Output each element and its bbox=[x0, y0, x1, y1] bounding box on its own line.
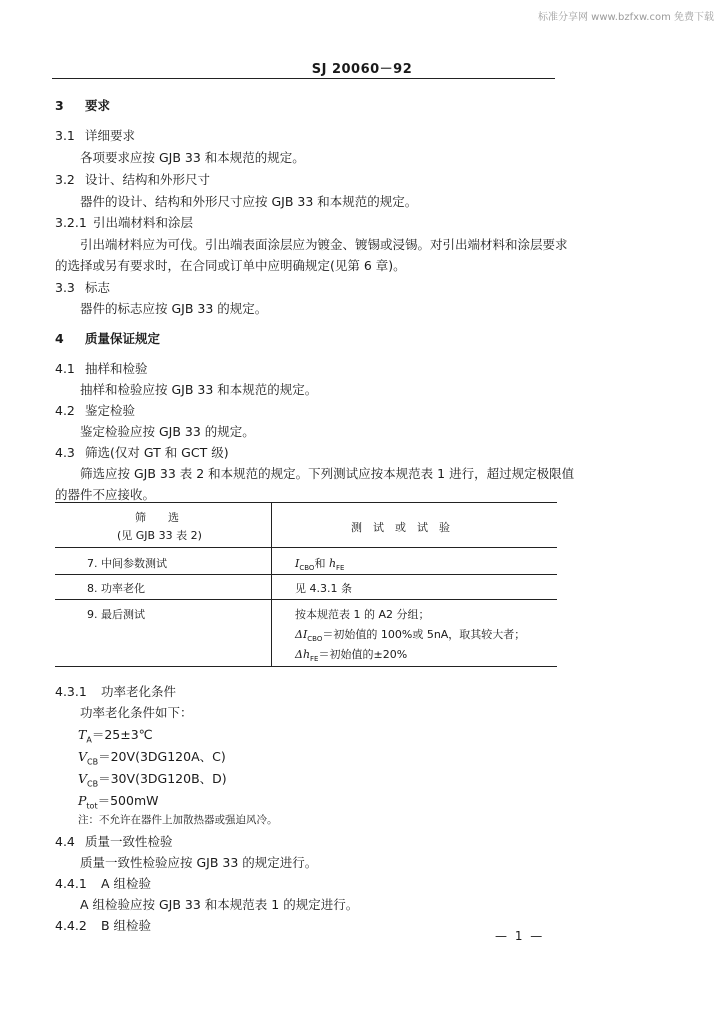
table-head-screen: 筛 选 bbox=[135, 511, 179, 524]
section-4-3-heading: 4.3 筛选(仅对 GT 和 GCT 级) bbox=[55, 445, 229, 460]
condition-vcb-1: $V_{CB}=20V(3DG120A$、C) bbox=[78, 749, 226, 767]
watermark: 标准分享网 www.bzfxw.com 免费下载 bbox=[538, 12, 714, 23]
section-4-3-body-1: 筛选应按 GJB 33 表 2 和本规范的规定。下列测试应按本规范表 1 进行，超过规定极限值 bbox=[80, 466, 575, 481]
section-4-4-body: 质量一致性检验应按 GJB 33 的规定进行。 bbox=[80, 855, 318, 870]
section-4-4-2-heading: 4.4.2 B 组检验 bbox=[55, 918, 152, 933]
section-3-3-body: 器件的标志应按 GJB 33 的规定。 bbox=[80, 301, 268, 316]
section-4-4-1-heading: 4.4.1 A 组检验 bbox=[55, 876, 152, 891]
section-3-3-heading: 3.3 标志 bbox=[55, 280, 111, 295]
table-row-9-test-1: 按本规范表 1 的 A2 分组； bbox=[295, 608, 430, 621]
section-3-1-heading: 3.1 详细要求 bbox=[55, 128, 136, 143]
table-row-9-screen: 9. 最后测试 bbox=[87, 608, 145, 621]
section-3-2-1-body-2: 的选择或另有要求时，在合同或订单中应明确规定(见第 6 章)。 bbox=[55, 258, 406, 273]
condition-note: 注：不允许在器件上加散热器或强迫风冷。 bbox=[78, 814, 278, 826]
header-rule bbox=[52, 78, 555, 79]
section-4-1-body: 抽样和检验应按 GJB 33 和本规范的规定。 bbox=[80, 382, 318, 397]
table-row-9-test-2: $\Delta I_{CBO}=$初始值的 100%或 5nA，取其较大者； bbox=[295, 628, 526, 644]
table-row-7-test: $I_{CBO}$和 $h_{FE}$ bbox=[295, 557, 345, 573]
section-3-1-body: 各项要求应按 GJB 33 和本规范的规定。 bbox=[80, 150, 305, 165]
section-3-2-1-heading: 3.2.1 引出端材料和涂层 bbox=[55, 215, 194, 230]
section-4-4-heading: 4.4 质量一致性检验 bbox=[55, 834, 173, 849]
section-3-2-body: 器件的设计、结构和外形尺寸应按 GJB 33 和本规范的规定。 bbox=[80, 194, 418, 209]
table-row-8-test: 见 4.3.1 条 bbox=[295, 582, 352, 595]
doc-number: SJ 20060－92 bbox=[311, 62, 413, 77]
section-4-3-1-heading: 4.3.1 功率老化条件 bbox=[55, 684, 177, 699]
section-3-heading: 3 要求 bbox=[55, 98, 111, 113]
section-4-2-body: 鉴定检验应按 GJB 33 的规定。 bbox=[80, 424, 255, 439]
section-4-2-heading: 4.2 鉴定检验 bbox=[55, 403, 136, 418]
table-row-8-screen: 8. 功率老化 bbox=[87, 582, 145, 595]
section-4-3-1-body: 功率老化条件如下： bbox=[80, 705, 193, 720]
table-row-9-test-3: $\Delta h_{FE}=$初始值的±20% bbox=[295, 648, 408, 664]
condition-ptot: $P_{tot}=500mW$ bbox=[78, 793, 159, 811]
screening-table bbox=[55, 502, 557, 667]
condition-ta: $T_A=25\pm 3℃$ bbox=[78, 727, 153, 745]
table-head-test: 测 试 或 试 验 bbox=[351, 521, 450, 534]
section-4-heading: 4 质量保证规定 bbox=[55, 331, 161, 346]
section-4-1-heading: 4.1 抽样和检验 bbox=[55, 361, 148, 376]
section-3-2-heading: 3.2 设计、结构和外形尺寸 bbox=[55, 172, 211, 187]
page-number: — 1 — bbox=[495, 929, 545, 943]
section-3-2-1-body-1: 引出端材料应为可伐。引出端表面涂层应为镀金、镀锡或浸锡。对引出端材料和涂层要求 bbox=[80, 237, 568, 252]
table-head-screen-ref: (见 GJB 33 表 2) bbox=[117, 529, 202, 542]
condition-vcb-2: $V_{CB}=30V(3DG120B$、D) bbox=[78, 771, 227, 789]
section-4-3-body-2: 的器件不应接收。 bbox=[55, 487, 156, 502]
section-4-4-1-body: A 组检验应按 GJB 33 和本规范表 1 的规定进行。 bbox=[80, 897, 359, 912]
table-row-7-screen: 7. 中间参数测试 bbox=[87, 557, 167, 570]
